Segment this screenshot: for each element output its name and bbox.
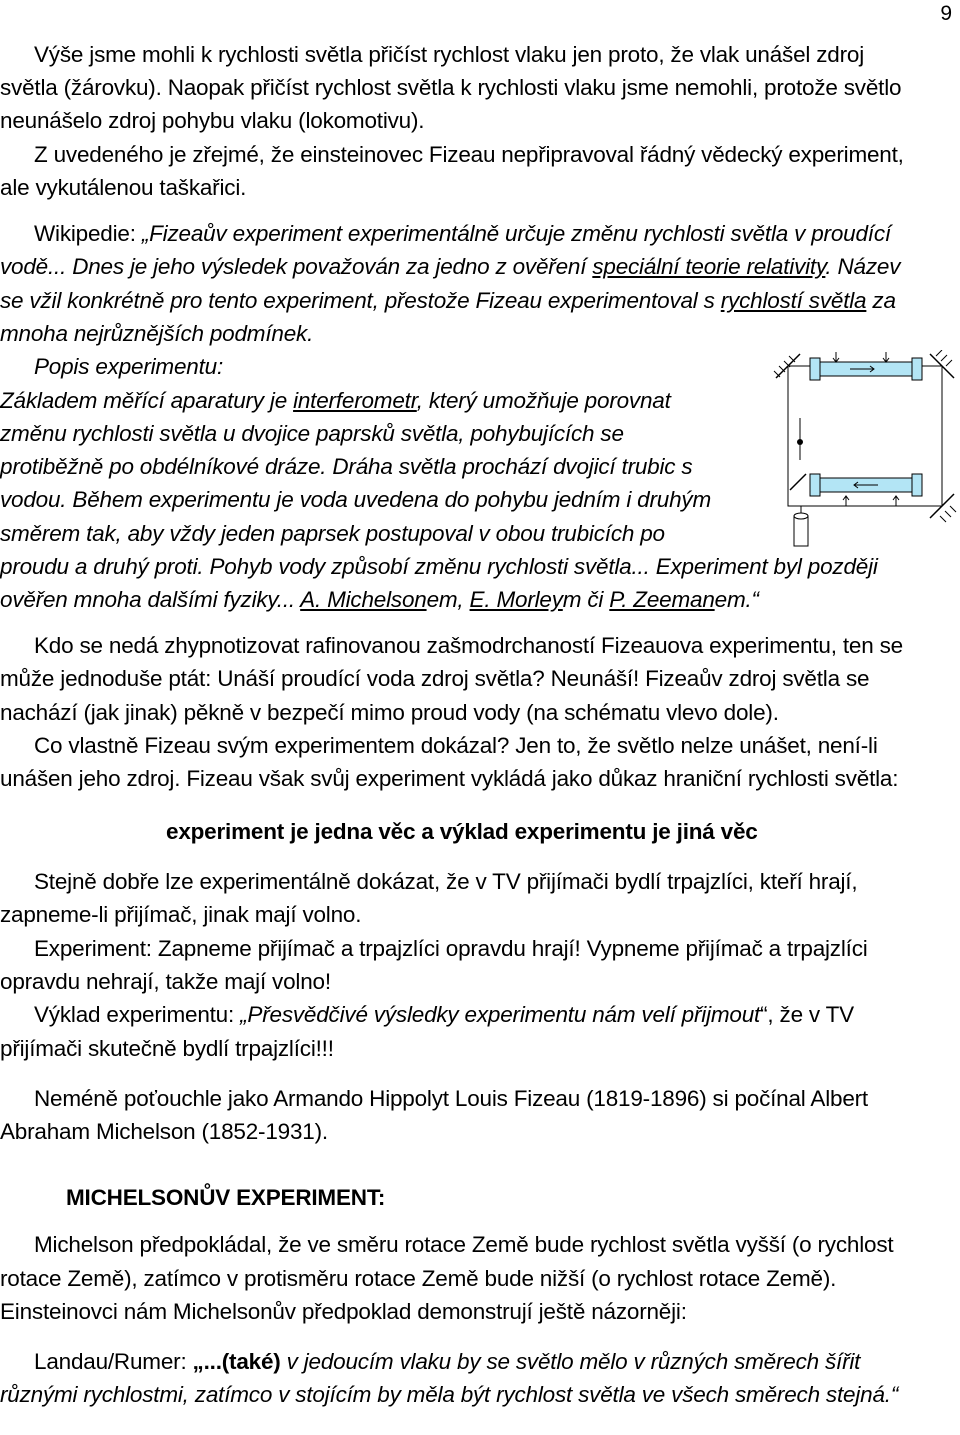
- text-span: nachází (jak jinak) pěkně v bezpečí mimo proud vody (na schématu vlevo dole).: [0, 700, 779, 725]
- text-line: [0, 702, 779, 725]
- text-line: [34, 1004, 854, 1027]
- text-line: [166, 821, 758, 844]
- text-span: ověřen mnoha dalšími fyziky...: [0, 587, 301, 612]
- text-line: [0, 1301, 687, 1324]
- text-span: neunášelo zdroj pohybu vlaku (lokomotivu).: [0, 108, 425, 133]
- water-tube-top: [810, 352, 922, 380]
- text-line: [0, 904, 361, 927]
- text-span: MICHELSONŮV EXPERIMENT:: [66, 1185, 386, 1210]
- text-span: „Fizeaův experiment experimentálně určuje změnu rychlosti světla v proudící: [141, 221, 891, 246]
- text-line: [0, 290, 896, 313]
- text-span: opravdu nehrají, takže mají volno!: [0, 969, 331, 994]
- fizeau-apparatus-diagram: [770, 350, 960, 555]
- text-line: [0, 556, 878, 579]
- text-span: . Název: [825, 254, 901, 279]
- detector-dot: [797, 439, 803, 445]
- text-line: [0, 456, 692, 479]
- text-line: [34, 223, 891, 246]
- text-line: [0, 668, 869, 691]
- text-span: rotace Země), zatímco v protisměru rotace Země bude nižší (o rychlost rotace Země).: [0, 1266, 837, 1291]
- text-line: [66, 1187, 385, 1210]
- text-line: [0, 177, 246, 200]
- text-span: „...(také): [192, 1349, 287, 1374]
- text-span: se vžil konkrétně pro tento experiment, přestože Fizeau experimentoval s: [0, 288, 721, 313]
- text-span: Z uvedeného je zřejmé, že einsteinovec Fizeau nepřipravoval řádný vědecký experiment,: [34, 142, 904, 167]
- text-line: [34, 735, 878, 758]
- text-line: [34, 144, 904, 167]
- text-span: “, že v TV: [760, 1002, 854, 1027]
- text-span: Kdo se nedá zhypnotizovat rafinovanou zašmodrchaností Fizeauova experimentu, ten se: [34, 633, 903, 658]
- text-line: [0, 1268, 836, 1291]
- text-span: em,: [426, 587, 470, 612]
- text-span: „Přesvědčivé výsledky experimentu nám velí přijmout: [240, 1002, 761, 1027]
- text-line: [34, 635, 903, 658]
- text-span: experiment je jedna věc a výklad experimentu je jiná věc: [166, 819, 758, 844]
- text-span: zapneme-li přijímač, jinak mají volno.: [0, 902, 362, 927]
- text-line: [0, 971, 331, 994]
- text-span: Abraham Michelson (1852-1931).: [0, 1119, 328, 1144]
- text-span: protiběžně po obdélníkové dráze. Dráha světla prochází dvojicí trubic s: [0, 454, 693, 479]
- text-span: Einsteinovci nám Michelsonův předpoklad demonstrují ještě názorněji:: [0, 1299, 687, 1324]
- text-span: , který umožňuje porovnat: [416, 388, 671, 413]
- text-line: [0, 390, 671, 413]
- text-span: Landau/Rumer:: [34, 1349, 193, 1374]
- text-span: přijímači skutečně bydlí trpajzlíci!!!: [0, 1036, 334, 1061]
- corner-mirror-bottom-right: [930, 494, 956, 522]
- text-span: různými rychlostmi, zatímco v stojícím by měla být rychlost světla ve všech směrech stejná.“: [0, 1382, 899, 1407]
- beam-splitter: [790, 474, 806, 490]
- page-number: 9: [940, 2, 952, 25]
- text-span: v jedoucím vlaku by se světlo mělo v různých směrech šířit: [286, 1349, 861, 1374]
- hyperlink[interactable]: E. Morley: [469, 587, 563, 612]
- text-span: Stejně dobře lze experimentálně dokázat, že v TV přijímači bydlí trpajzlíci, kteří hrají,: [34, 869, 858, 894]
- text-line: [0, 768, 898, 791]
- text-span: Michelson předpokládal, že ve směru rotace Země bude rychlost světla vyšší (o rychlost: [34, 1232, 894, 1257]
- text-line: [0, 110, 424, 133]
- text-line: [0, 1384, 898, 1407]
- text-span: Wikipedie:: [34, 221, 142, 246]
- text-line: [0, 1038, 334, 1061]
- text-span: Výše jsme mohli k rychlosti světla přičíst rychlost vlaku jen proto, že vlak unášel zdroj: [34, 42, 865, 67]
- hyperlink[interactable]: rychlostí světla: [720, 288, 867, 313]
- text-span: em.“: [714, 587, 759, 612]
- hyperlink[interactable]: A. Michelson: [300, 587, 427, 612]
- text-line: [0, 1121, 328, 1144]
- text-span: Experiment: Zapneme přijímač a trpajzlíci opravdu hrají! Vypneme přijímač a trpajzlíci: [34, 936, 868, 961]
- text-line: [0, 423, 624, 446]
- text-span: proudu a druhý proti. Pohyb vody způsobí změnu rychlosti světla... Experiment byl později: [0, 554, 878, 579]
- text-line: [0, 589, 759, 612]
- text-line: [0, 523, 665, 546]
- text-span: vodě... Dnes je jeho výsledek považován za jedno z ověření: [0, 254, 593, 279]
- text-span: Základem měřící aparatury je: [0, 388, 294, 413]
- text-span: může jednoduše ptát: Unáší proudící voda zdroj světla? Neunáší! Fizeaův zdroj světla se: [0, 666, 870, 691]
- text-span: Popis experimentu:: [34, 354, 224, 379]
- text-line: [34, 356, 223, 379]
- text-span: směrem tak, aby vždy jeden paprsek postupoval v obou trubicích po: [0, 521, 665, 546]
- text-line: [0, 77, 901, 100]
- text-span: ale vykutálenou taškařici.: [0, 175, 247, 200]
- text-line: [0, 489, 711, 512]
- text-line: [34, 1234, 893, 1257]
- text-line: [34, 1088, 868, 1111]
- text-span: vodou. Během experimentu je voda uvedena do pohybu jedním i druhým: [0, 487, 712, 512]
- text-span: světla (žárovku). Naopak přičíst rychlost světla k rychlosti vlaku jsme nemohli, protože světlo: [0, 75, 902, 100]
- text-line: [34, 938, 868, 961]
- light-source: [794, 506, 808, 546]
- hyperlink[interactable]: speciální teorie relativity: [592, 254, 826, 279]
- text-span: Neméně poťouchle jako Armando Hippolyt Louis Fizeau (1819-1896) si počínal Albert: [34, 1086, 868, 1111]
- text-line: [0, 256, 900, 279]
- hyperlink[interactable]: P. Zeeman: [609, 587, 715, 612]
- text-span: Výklad experimentu:: [34, 1002, 241, 1027]
- text-line: [34, 1351, 860, 1374]
- text-span: změnu rychlosti světla u dvojice paprsků světla, pohybujících se: [0, 421, 624, 446]
- hyperlink[interactable]: interferometr: [293, 388, 417, 413]
- text-span: unášen jeho zdroj. Fizeau však svůj experiment vykládá jako důkaz hraniční rychlosti světla:: [0, 766, 899, 791]
- text-line: [34, 871, 857, 894]
- text-span: za: [866, 288, 896, 313]
- text-line: [34, 44, 864, 67]
- text-line: [0, 323, 313, 346]
- text-span: Co vlastně Fizeau svým experimentem dokázal? Jen to, že světlo nelze unášet, není-li: [34, 733, 878, 758]
- text-span: m či: [562, 587, 610, 612]
- water-tube-bottom: [810, 474, 922, 506]
- text-span: mnoha nejrůznějších podmínek.: [0, 321, 314, 346]
